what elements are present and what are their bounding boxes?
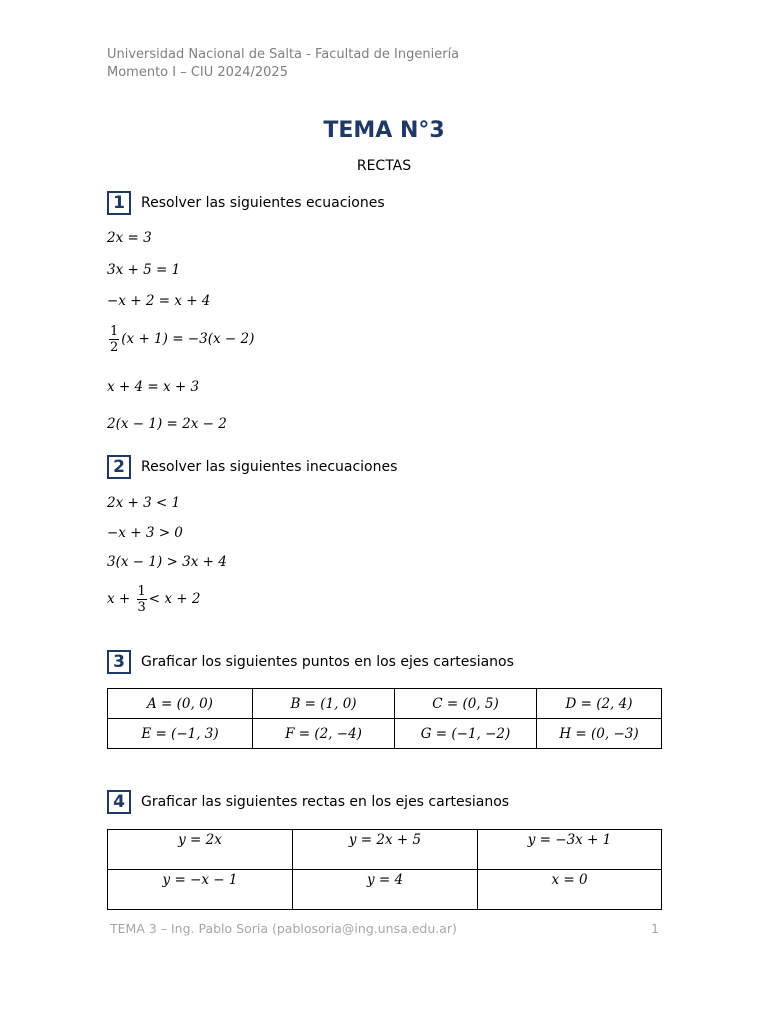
- inequality-1: 2x + 3 < 1: [107, 495, 181, 511]
- fraction-numerator: 1: [110, 324, 119, 339]
- table-cell: A = (0, 0): [108, 689, 253, 719]
- page-title: TEMA N°3: [323, 118, 445, 143]
- inequality-4-right: < x + 2: [148, 591, 201, 607]
- section-3-heading: [107, 650, 514, 674]
- table-row: [108, 870, 662, 910]
- section-instruction: Resolver las siguientes ecuaciones: [141, 195, 385, 211]
- table-cell: F = (2, −4): [253, 719, 395, 749]
- section-4-heading: [107, 790, 509, 814]
- fraction-denominator: 3: [137, 600, 146, 615]
- page-subtitle: RECTAS: [356, 158, 412, 174]
- inequality-2: −x + 3 > 0: [107, 525, 183, 541]
- table-cell: y = 2x + 5: [293, 830, 478, 870]
- equation-4-body: (x + 1) = −3(x − 2): [121, 331, 255, 347]
- table-cell: y = −3x + 1: [478, 830, 662, 870]
- table-row: [108, 689, 662, 719]
- table-cell: y = 2x: [108, 830, 293, 870]
- fraction-one-third: [137, 584, 147, 615]
- table-cell: y = −x − 1: [108, 870, 293, 910]
- table-cell: G = (−1, −2): [395, 719, 537, 749]
- section-number-badge: 3: [107, 650, 131, 674]
- table-cell: B = (1, 0): [253, 689, 395, 719]
- table-cell: y = 4: [293, 870, 478, 910]
- equation-6: 2(x − 1) = 2x − 2: [107, 416, 227, 432]
- equation-5: x + 4 = x + 3: [107, 379, 200, 395]
- section-instruction: Resolver las siguientes inecuaciones: [141, 459, 398, 475]
- section-2-heading: [107, 455, 397, 479]
- equation-1: 2x = 3: [107, 230, 152, 246]
- fraction-one-half: [109, 324, 119, 355]
- table-cell: C = (0, 5): [395, 689, 537, 719]
- table-row: [108, 830, 662, 870]
- header-course: Momento I – CIU 2024/2025: [107, 65, 288, 80]
- lines-table: [107, 829, 662, 910]
- header-university: Universidad Nacional de Salta - Facultad de Ingeniería: [107, 47, 460, 62]
- fraction-denominator: 2: [110, 340, 119, 355]
- equation-4: [107, 324, 254, 355]
- table-cell: x = 0: [478, 870, 662, 910]
- table-row: [108, 719, 662, 749]
- equation-2: 3x + 5 = 1: [107, 262, 181, 278]
- section-1-heading: [107, 191, 385, 215]
- section-number-badge: 4: [107, 790, 131, 814]
- table-cell: E = (−1, 3): [108, 719, 253, 749]
- section-number-badge: 1: [107, 191, 131, 215]
- section-instruction: Graficar las siguientes rectas en los ejes cartesianos: [141, 794, 510, 810]
- equation-3: −x + 2 = x + 4: [107, 293, 211, 309]
- section-instruction: Graficar los siguientes puntos en los ejes cartesianos: [141, 654, 514, 670]
- document-header: [107, 46, 459, 82]
- section-number-badge: 2: [107, 455, 131, 479]
- inequality-3: 3(x − 1) > 3x + 4: [107, 554, 227, 570]
- inequality-4-left: x +: [107, 591, 135, 607]
- points-table: [107, 688, 662, 749]
- table-cell: H = (0, −3): [537, 719, 662, 749]
- table-cell: D = (2, 4): [537, 689, 662, 719]
- fraction-numerator: 1: [137, 584, 146, 599]
- page-footer: TEMA 3 – Ing. Pablo Soria (pablosoria@ing.unsa.edu.ar): [110, 921, 457, 936]
- inequality-4: [107, 584, 201, 615]
- page-number: 1: [651, 921, 659, 936]
